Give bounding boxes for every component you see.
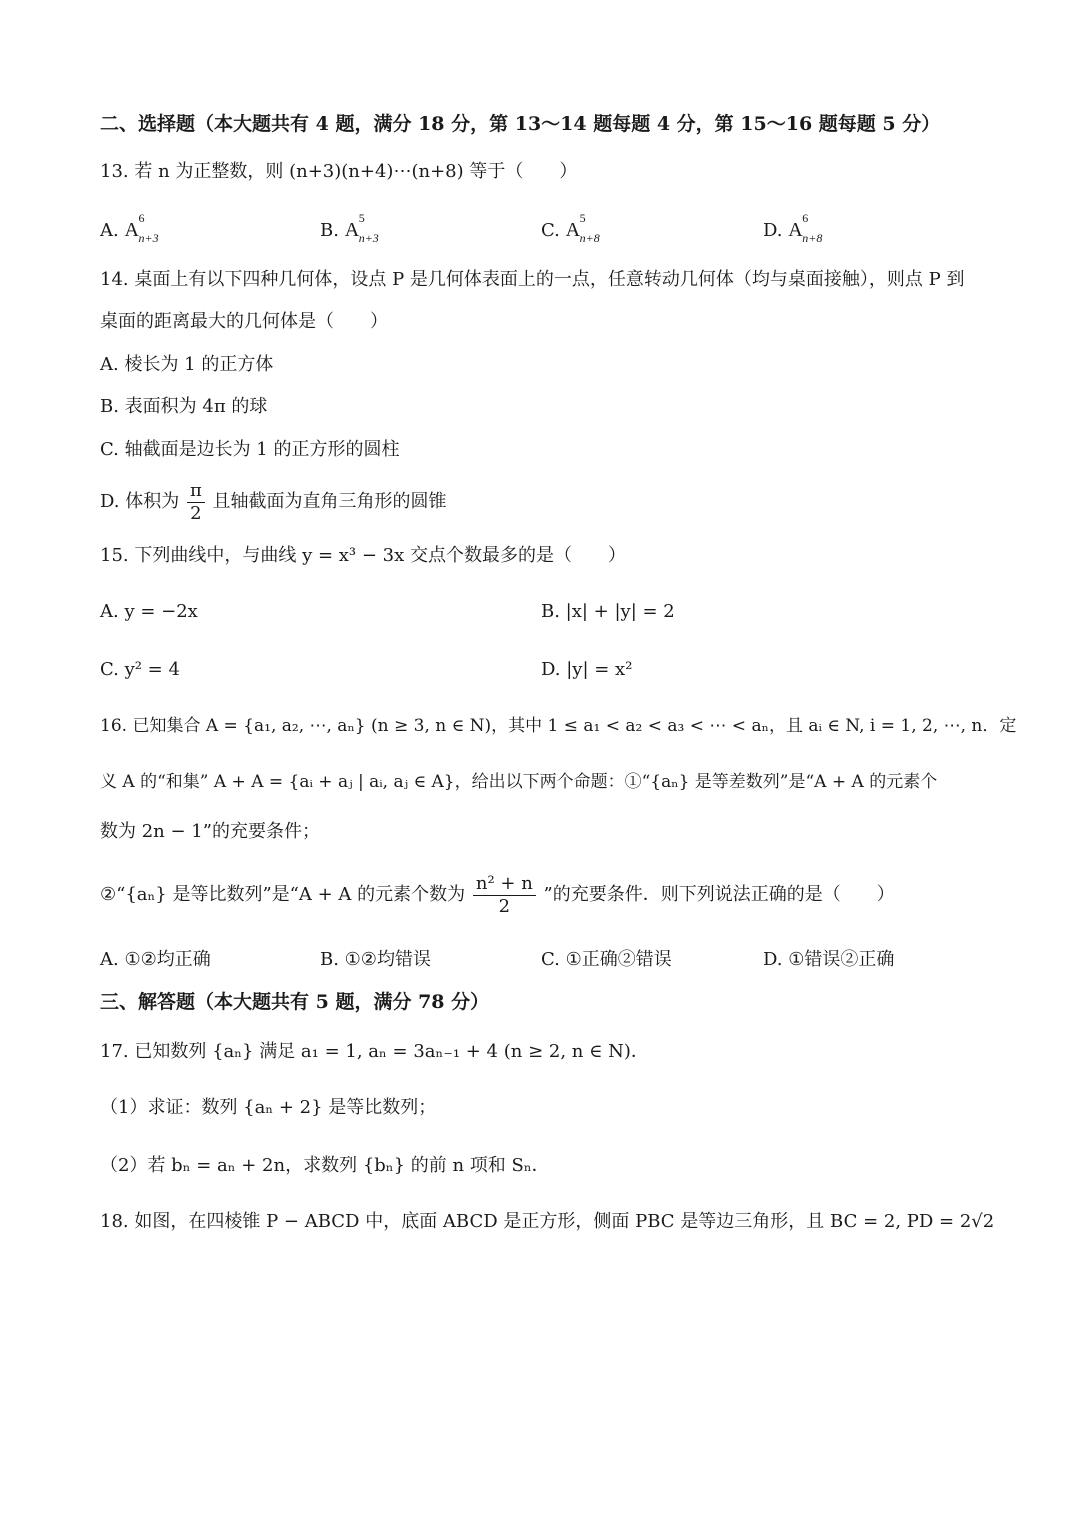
q15-option-a[interactable]: A. y = −2x (100, 601, 198, 622)
q16-option-b[interactable]: B. ①②均错误 (320, 949, 431, 970)
permutation-symbol: A 5 n+8 (565, 211, 600, 245)
q13-option-a[interactable]: A. A 6 n+3 (100, 216, 169, 245)
fraction-pi-over-2: $\frac{\pi}{2}$ (187, 480, 205, 525)
q15-stem: 15. 下列曲线中，与曲线 y = x³ − 3x 交点个数最多的是（ ） (100, 545, 626, 566)
q13-stem: 13. 若 n 为正整数，则 (n+3)(n+4)⋯(n+8) 等于（ ） (100, 161, 578, 182)
q16-stem-line4: ②“{aₙ} 是等比数列”是“A + A 的元素个数为 $\frac{\text{n² + n}}{2}$ ”的充要条件．则下列说法正确的是（ ） (100, 872, 895, 917)
q18-stem: 18. 如图，在四棱锥 P − ABCD 中，底面 ABCD 是正方形，侧面 PBC 是等边三角形，且 BC = 2, PD = 2√2 (100, 1211, 995, 1232)
section-3-title: 三、解答题（本大题共有 5 题，满分 78 分） (100, 991, 490, 1013)
q16-stem-line2: 义 A 的“和集” A + A = {aᵢ + aⱼ | aᵢ, aⱼ ∈ A}，给出以下两个命题：①“{aₙ} 是等差数列”是“A + A 的元素个 (100, 772, 938, 792)
q15-option-b[interactable]: B. |x| + |y| = 2 (541, 601, 675, 622)
q14-option-b[interactable]: B. 表面积为 4π 的球 (100, 396, 268, 417)
q13-option-c[interactable]: C. A 5 n+8 (541, 216, 610, 245)
q16-stem-line3: 数为 2n − 1”的充要条件； (100, 821, 320, 842)
q15-option-d[interactable]: D. |y| = x² (541, 659, 633, 680)
q15-option-c[interactable]: C. y² = 4 (100, 659, 180, 680)
q17-part2: （2）若 bₙ = aₙ + 2n，求数列 {bₙ} 的前 n 项和 Sₙ． (100, 1155, 550, 1176)
q16-stem-line1: 16. 已知集合 A = {a₁, a₂, ⋯, aₙ} (n ≥ 3, n ∈ N)，其中 1 ≤ a₁ < a₂ < a₃ < ⋯ < aₙ，且 aᵢ ∈ N, i = 1, 2, ⋯, n．定 (100, 716, 1017, 736)
q13-option-b[interactable]: B. A 5 n+3 (320, 216, 389, 245)
q16-option-d[interactable]: D. ①错误②正确 (763, 949, 895, 970)
q13-option-d[interactable]: D. A 6 n+8 (763, 216, 833, 245)
permutation-symbol: A 6 n+8 (788, 211, 823, 245)
q14-stem-line2: 桌面的距离最大的几何体是（ ） (100, 311, 388, 332)
q14-stem-line1: 14. 桌面上有以下四种几何体，设点 P 是几何体表面上的一点，任意转动几何体（均与桌面接触），则点 P 到 (100, 269, 965, 290)
q17-stem: 17. 已知数列 {aₙ} 满足 a₁ = 1, aₙ = 3aₙ₋₁ + 4 (n ≥ 2, n ∈ N)． (100, 1041, 649, 1062)
q16-option-c[interactable]: C. ①正确②错误 (541, 949, 672, 970)
q14-option-d[interactable]: D. 体积为 $\frac{\pi}{2}$ 且轴截面为直角三角形的圆锥 (100, 479, 447, 524)
q14-option-c[interactable]: C. 轴截面是边长为 1 的正方形的圆柱 (100, 439, 400, 460)
section-2-title: 二、选择题（本大题共有 4 题，满分 18 分，第 13～14 题每题 4 分，第 15～16 题每题 5 分） (100, 113, 941, 135)
permutation-symbol: A 5 n+3 (344, 211, 379, 245)
q16-option-a[interactable]: A. ①②均正确 (100, 949, 211, 970)
q14-option-a[interactable]: A. 棱长为 1 的正方体 (100, 354, 274, 375)
q17-part1: （1）求证：数列 {aₙ + 2} 是等比数列； (100, 1097, 437, 1118)
permutation-symbol: A 6 n+3 (124, 211, 159, 245)
fraction-n2-plus-n-over-2: $\frac{\text{n² + n}}{2}$ (473, 873, 536, 918)
